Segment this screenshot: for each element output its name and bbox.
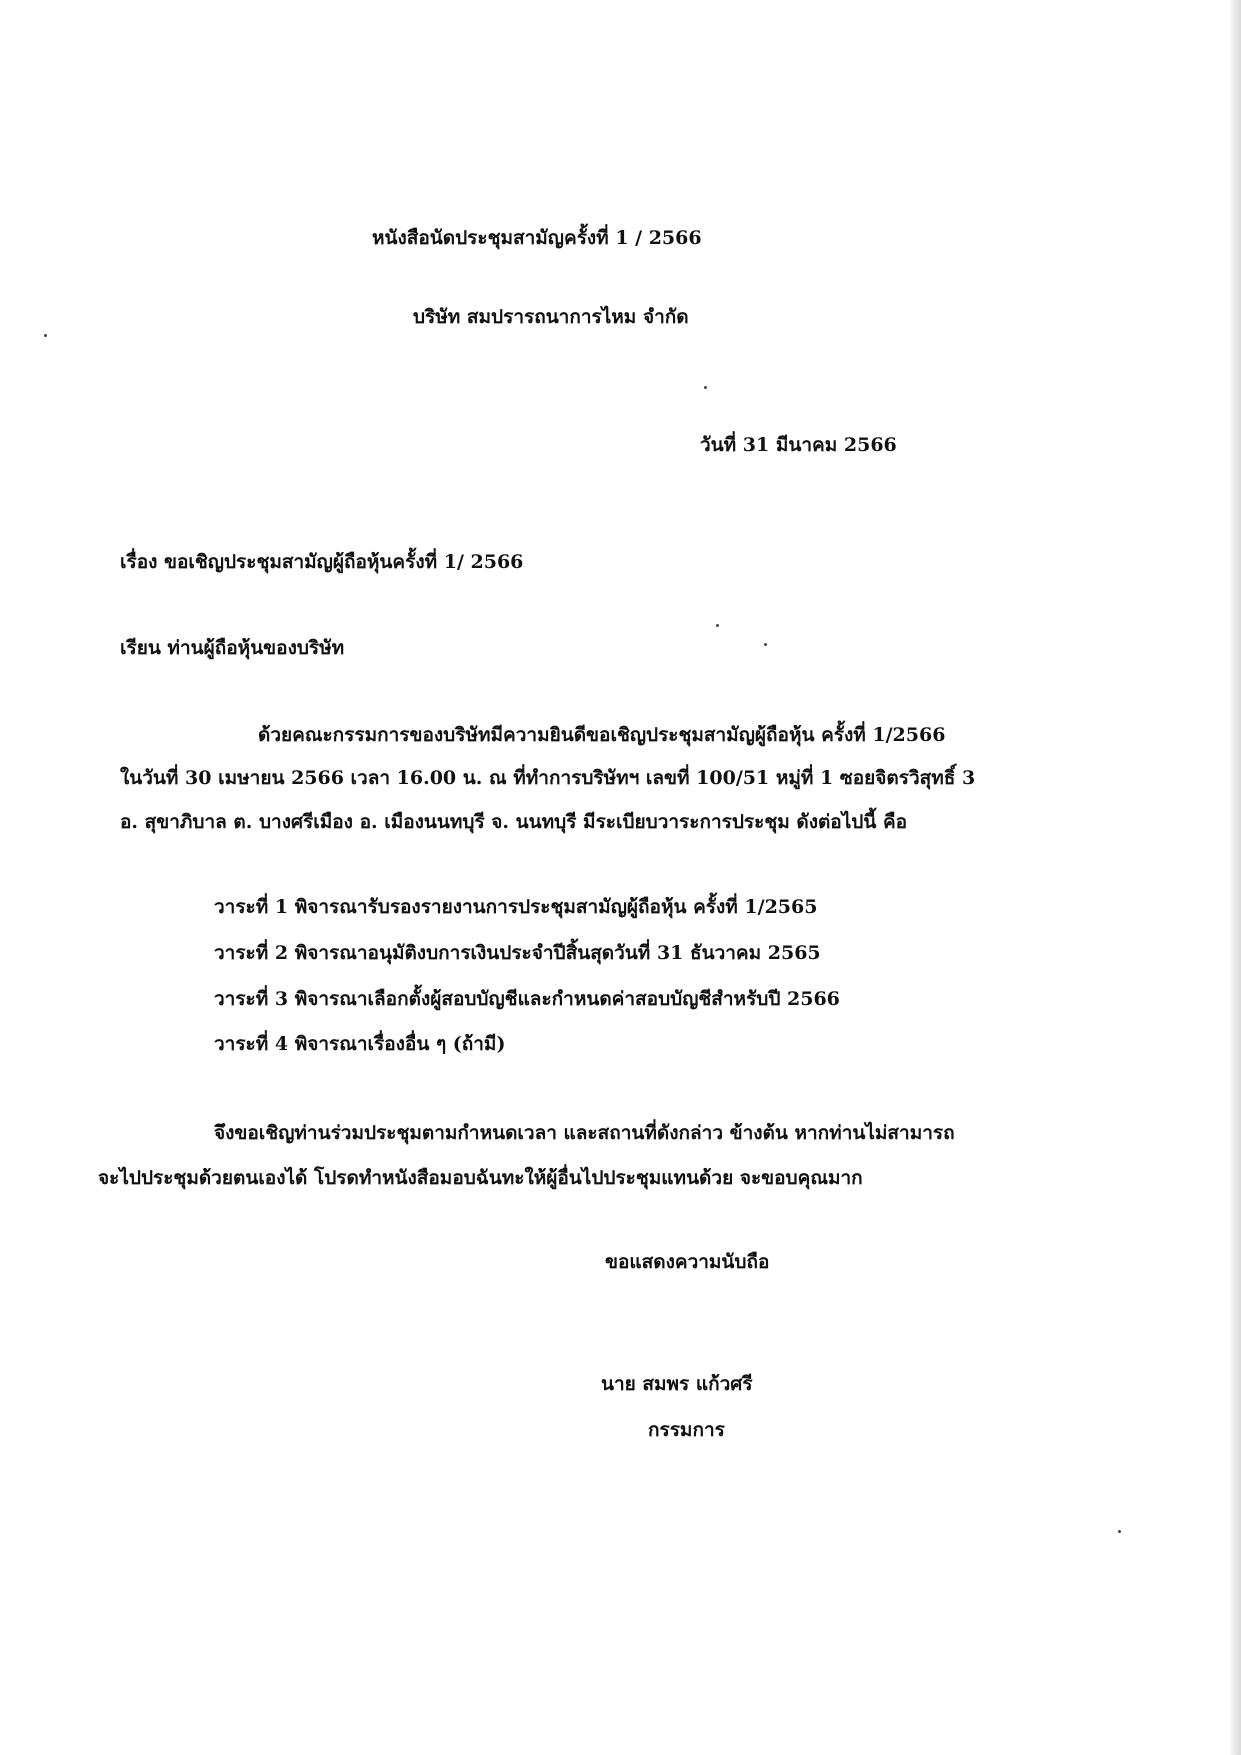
scan-edge-shadow (1229, 0, 1241, 1755)
body-line: ด้วยคณะกรรมการของบริษัทมีความยินดีขอเชิญประชุมสามัญผู้ถือหุ้น ครั้งที่ 1/2566 (258, 724, 946, 746)
closing-line: จึงขอเชิญท่านร่วมประชุมตามกำหนดเวลา และสถานที่ดังกล่าว ข้างต้น หากท่านไม่สามารถ (214, 1122, 955, 1144)
closing-line: จะไปประชุมด้วยตนเองได้ โปรดทำหนังสือมอบฉันทะให้ผู้อื่นไปประชุมแทนด้วย จะขอบคุณมาก (98, 1167, 863, 1189)
body-line: ในวันที่ 30 เมษายน 2566 เวลา 16.00 น. ณ ที่ทำการบริษัทฯ เลขที่ 100/51 หมู่ที่ 1 ซอยจิตรวิสุทธิ์ 3 (120, 767, 976, 789)
agenda-item: วาระที่ 3 พิจารณาเลือกตั้งผู้สอบบัญชีและกำหนดค่าสอบบัญชีสำหรับปี 2566 (214, 988, 840, 1010)
agenda-item: วาระที่ 2 พิจารณาอนุมัติงบการเงินประจำปีสิ้นสุดวันที่ 31 ธันวาคม 2565 (214, 942, 821, 964)
letter-salutation: เรียน ท่านผู้ถือหุ้นของบริษัท (120, 637, 345, 659)
agenda-item: วาระที่ 4 พิจารณาเรื่องอื่น ๆ (ถ้ามี) (214, 1033, 506, 1055)
scan-speck (704, 386, 707, 389)
scan-speck (716, 624, 719, 627)
signer-name: นาย สมพร แก้วศรี (601, 1373, 753, 1395)
body-line: อ. สุขาภิบาล ต. บางศรีเมือง อ. เมืองนนทบุรี จ. นนทบุรี มีระเบียบวาระการประชุม ดังต่อไปนี้ คือ (120, 811, 908, 833)
scan-speck (1118, 1530, 1121, 1533)
letter-regards: ขอแสดงความนับถือ (605, 1251, 770, 1273)
agenda-item: วาระที่ 1 พิจารณารับรองรายงานการประชุมสามัญผู้ถือหุ้น ครั้งที่ 1/2565 (214, 896, 818, 918)
scan-speck (764, 643, 767, 646)
signer-title: กรรมการ (648, 1419, 725, 1441)
letter-date: วันที่ 31 มีนาคม 2566 (700, 434, 897, 456)
company-name: บริษัท สมปรารถนาการไหม จำกัด (413, 306, 689, 328)
letter-subject: เรื่อง ขอเชิญประชุมสามัญผู้ถือหุ้นครั้งที่ 1/ 2566 (120, 551, 524, 573)
letter-title: หนังสือนัดประชุมสามัญครั้งที่ 1 / 2566 (372, 227, 702, 249)
scan-speck (44, 334, 47, 337)
